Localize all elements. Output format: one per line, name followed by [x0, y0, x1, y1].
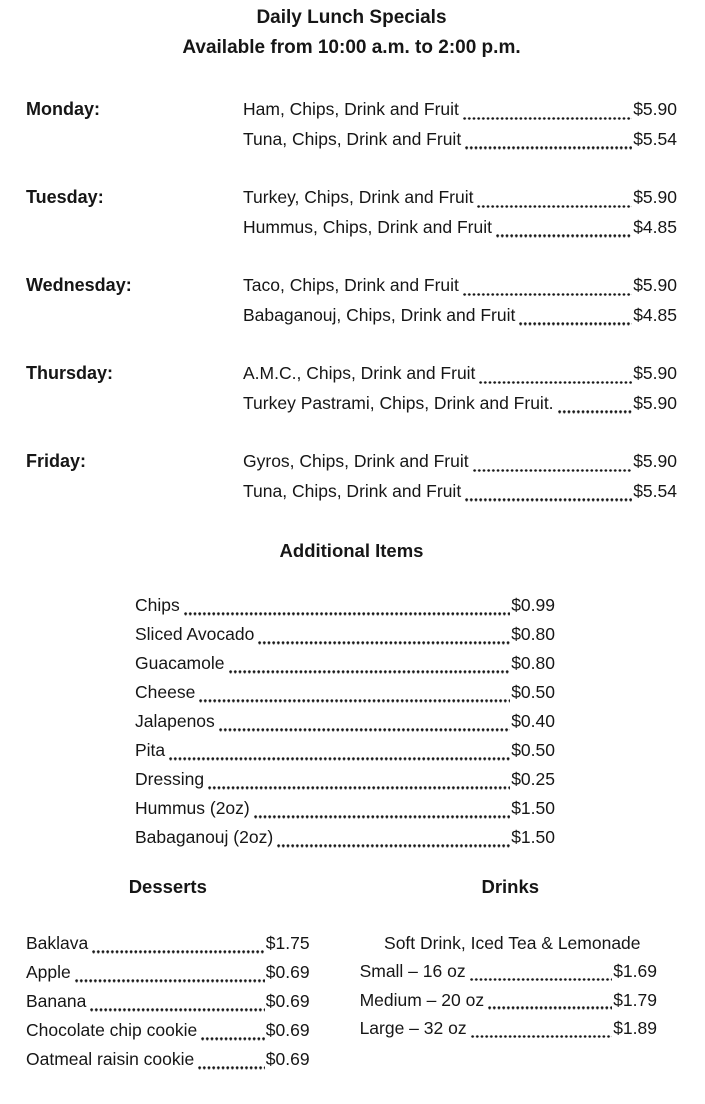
menu-item-price: $5.54 [633, 480, 677, 501]
menu-item-price: $0.69 [265, 1049, 310, 1069]
dot-leader [92, 950, 265, 953]
menu-item-label: Turkey, Chips, Drink and Fruit [243, 187, 474, 207]
menu-item-row [135, 823, 555, 852]
day-items [243, 183, 677, 242]
page-title: Daily Lunch Specials [256, 7, 447, 28]
menu-item-row [243, 95, 677, 125]
menu-item-row [135, 649, 555, 678]
menu-item-price: $1.75 [265, 933, 310, 953]
menu-item-price: $0.69 [265, 962, 310, 982]
menu-item-price: $5.90 [633, 99, 677, 119]
menu-item-label: Medium – 20 oz [359, 989, 485, 1010]
menu-item-label: Dressing [135, 769, 205, 789]
menu-item-price: $5.90 [633, 275, 677, 295]
menu-item-row [360, 1014, 657, 1043]
menu-item-price: $5.90 [633, 451, 677, 471]
menu-item-row [243, 301, 677, 331]
menu-item-price: $5.90 [633, 392, 677, 413]
day-label: Monday: [26, 99, 100, 119]
dot-leader [184, 612, 510, 615]
menu-item-row [360, 986, 657, 1015]
menu-item-price: $0.50 [511, 740, 555, 760]
bottom-columns [26, 872, 677, 1074]
dot-leader [208, 786, 510, 789]
dot-leader [254, 815, 510, 818]
menu-item-row [135, 678, 555, 707]
day-items [243, 359, 677, 418]
menu-item-label: Banana [26, 991, 87, 1011]
additional-items-list [135, 591, 555, 852]
dot-leader [463, 293, 632, 296]
menu-item-price: $0.50 [511, 682, 555, 702]
menu-item-label: Hummus, Chips, Drink and Fruit [243, 216, 492, 237]
additional-items-heading: Additional Items [279, 540, 424, 561]
menu-item-price: $1.50 [511, 798, 555, 818]
dot-leader [477, 205, 632, 208]
menu-item-row [243, 359, 677, 389]
dot-leader [465, 498, 632, 501]
dot-leader [496, 234, 632, 237]
day-block [26, 359, 677, 418]
menu-item-label: Pita [135, 740, 166, 760]
day-items [243, 447, 677, 506]
dot-leader [198, 1066, 264, 1069]
dot-leader [277, 844, 510, 847]
day-label: Thursday: [26, 363, 114, 383]
menu-item-row [360, 957, 657, 986]
menu-item-label: Baklava [26, 933, 89, 953]
menu-item-row [26, 987, 310, 1016]
dot-leader [201, 1037, 265, 1040]
menu-item-row [243, 389, 677, 419]
menu-item-label: Chips [135, 595, 180, 615]
day-block [26, 95, 677, 154]
menu-item-label: Hummus (2oz) [135, 798, 250, 818]
menu-item-label: Oatmeal raisin cookie [26, 1049, 195, 1069]
dot-leader [470, 978, 613, 981]
menu-item-row [26, 929, 310, 958]
menu-item-row [243, 125, 677, 155]
menu-item-label: Turkey Pastrami, Chips, Drink and Fruit. [243, 392, 554, 413]
menu-item-price: $4.85 [633, 216, 677, 237]
menu-item-row [135, 620, 555, 649]
drinks-note: Soft Drink, Iced Tea & Lemonade [384, 933, 641, 953]
menu-item-price: $1.79 [613, 989, 657, 1010]
drinks-heading: Drinks [481, 876, 540, 897]
menu-item-price: $5.90 [633, 363, 677, 383]
dot-leader [479, 381, 632, 384]
desserts-section [26, 872, 310, 1074]
menu-item-label: Sliced Avocado [135, 624, 255, 644]
daily-specials-section [26, 95, 677, 506]
dot-leader [558, 410, 633, 413]
menu-item-label: Gyros, Chips, Drink and Fruit [243, 451, 469, 471]
drinks-list [344, 957, 677, 1043]
menu-item-price: $0.25 [511, 769, 555, 789]
menu-item-row [26, 1045, 310, 1074]
dot-leader [465, 146, 632, 149]
menu-item-label: Apple [26, 962, 71, 982]
menu-item-row [26, 958, 310, 987]
menu-item-label: A.M.C., Chips, Drink and Fruit [243, 363, 476, 383]
menu-item-label: Cheese [135, 682, 196, 702]
menu-item-price: $4.85 [633, 304, 677, 325]
menu-header [26, 3, 677, 62]
dot-leader [90, 1008, 264, 1011]
menu-item-row [243, 447, 677, 477]
menu-item-row [135, 591, 555, 620]
menu-item-row [135, 794, 555, 823]
menu-item-row [135, 707, 555, 736]
desserts-heading: Desserts [128, 876, 207, 897]
menu-item-label: Ham, Chips, Drink and Fruit [243, 99, 459, 119]
menu-item-price: $1.50 [511, 827, 555, 847]
menu-item-row [243, 271, 677, 301]
menu-item-price: $0.69 [265, 991, 310, 1011]
page-subtitle: Available from 10:00 a.m. to 2:00 p.m. [182, 36, 521, 58]
menu-item-label: Tuna, Chips, Drink and Fruit [243, 128, 462, 149]
menu-item-price: $5.90 [633, 187, 677, 207]
dot-leader [473, 469, 633, 472]
menu-item-row [135, 736, 555, 765]
menu-item-price: $0.69 [265, 1020, 310, 1040]
menu-item-row [135, 765, 555, 794]
menu-item-label: Guacamole [135, 653, 225, 673]
dot-leader [463, 117, 632, 120]
dot-leader [229, 670, 511, 673]
menu-item-price: $0.99 [511, 595, 555, 615]
desserts-list [26, 929, 310, 1074]
day-items [243, 271, 677, 330]
day-label: Wednesday: [26, 275, 132, 295]
menu-item-label: Small – 16 oz [359, 961, 466, 981]
day-label: Tuesday: [26, 187, 104, 207]
dot-leader [258, 641, 510, 644]
menu-item-price: $0.80 [511, 624, 555, 644]
menu-item-row [26, 1016, 310, 1045]
menu-item-price: $1.69 [613, 961, 657, 981]
menu-item-label: Babaganouj, Chips, Drink and Fruit [243, 304, 516, 325]
menu-item-price: $0.40 [511, 711, 555, 731]
menu-item-label: Chocolate chip cookie [26, 1020, 198, 1040]
menu-item-label: Tuna, Chips, Drink and Fruit [243, 480, 462, 501]
menu-item-price: $5.54 [633, 128, 677, 149]
dot-leader [219, 728, 510, 731]
day-block [26, 271, 677, 330]
day-block [26, 183, 677, 242]
day-block [26, 447, 677, 506]
menu-item-price: $1.89 [613, 1018, 657, 1038]
dot-leader [169, 757, 510, 760]
drinks-section [344, 872, 677, 1074]
menu-item-row [243, 183, 677, 213]
dot-leader [199, 699, 510, 702]
menu-item-label: Taco, Chips, Drink and Fruit [243, 275, 459, 295]
day-label: Friday: [26, 451, 87, 471]
menu-item-row [243, 213, 677, 243]
menu-item-label: Babaganouj (2oz) [135, 827, 274, 847]
day-items [243, 95, 677, 154]
dot-leader [471, 1035, 613, 1038]
menu-item-label: Large – 32 oz [359, 1018, 467, 1038]
dot-leader [488, 1006, 612, 1009]
dot-leader [75, 979, 265, 982]
dot-leader [519, 322, 632, 325]
menu-item-price: $0.80 [511, 653, 555, 673]
menu-item-label: Jalapenos [135, 711, 215, 731]
menu-item-row [243, 477, 677, 507]
